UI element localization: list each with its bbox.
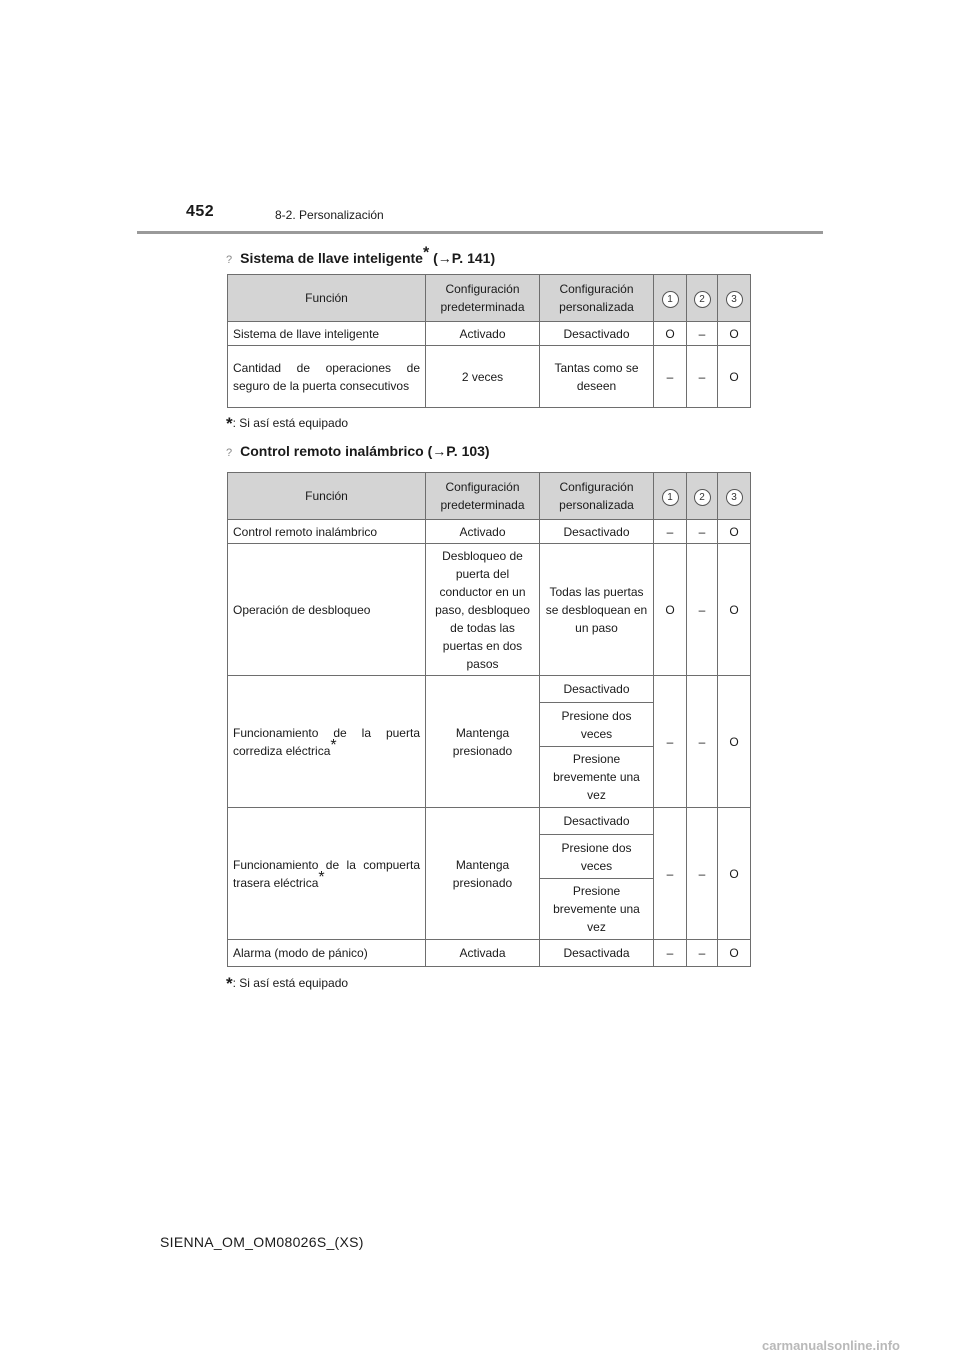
- table-row: [228, 940, 751, 967]
- cell-c1: O: [654, 544, 687, 676]
- section1-title-text: Sistema de llave inteligente: [240, 250, 423, 266]
- watermark: carmanualsonline.info: [762, 1338, 900, 1353]
- cell-c3: O: [718, 544, 751, 676]
- section2-title: [226, 443, 490, 459]
- cell-custom: Presione brevemente una vez: [540, 879, 654, 940]
- cell-custom: Presione dos veces: [540, 835, 654, 879]
- cell-function: Cantidad de operaciones de seguro de la puerta consecutivos: [228, 346, 426, 408]
- cell-c2: –: [687, 676, 718, 808]
- table-row: [228, 520, 751, 544]
- cell-custom: Tantas como se deseen: [540, 346, 654, 408]
- cell-custom: Presione brevemente una vez: [540, 747, 654, 808]
- col-1: [654, 275, 687, 322]
- table-row: [228, 808, 751, 835]
- section1-bullet: ?: [226, 254, 233, 266]
- cell-default: 2 veces: [426, 346, 540, 408]
- section2-bullet: ?: [226, 447, 233, 459]
- cell-function: Sistema de llave inteligente: [228, 322, 426, 346]
- cell-default: Activado: [426, 520, 540, 544]
- col-3: [718, 473, 751, 520]
- table-row: [228, 544, 751, 676]
- section-name: 8-2. Personalización: [275, 208, 384, 222]
- note-star: *: [226, 414, 233, 433]
- cell-custom: Desactivado: [540, 676, 654, 703]
- cell-function-text: Funcionamiento de la puerta corrediza eléctrica: [233, 725, 420, 758]
- cell-c1: –: [654, 676, 687, 808]
- cell-default: Mantenga presionado: [426, 808, 540, 940]
- circle-2-icon: 2: [694, 489, 711, 506]
- cell-c2: –: [687, 544, 718, 676]
- cell-c1: –: [654, 808, 687, 940]
- cell-function: Operación de desbloqueo: [228, 544, 426, 676]
- cell-c3: O: [718, 940, 751, 967]
- header-rule: [137, 231, 823, 234]
- cell-c1: O: [654, 322, 687, 346]
- function-star: *: [318, 868, 325, 886]
- col-default: Configuración predeterminada: [426, 473, 540, 520]
- cell-function: Alarma (modo de pánico): [228, 940, 426, 967]
- cell-c3: O: [718, 676, 751, 808]
- col-custom: Configuración personalizada: [540, 275, 654, 322]
- cell-c3: O: [718, 346, 751, 408]
- cell-function-text: Funcionamiento de la compuerta trasera eléctrica: [233, 857, 420, 890]
- cell-c3: O: [718, 322, 751, 346]
- circle-1-icon: 1: [662, 489, 679, 506]
- table-row: [228, 322, 751, 346]
- table-row: [228, 676, 751, 703]
- cell-c1: –: [654, 940, 687, 967]
- section1-note: [226, 414, 348, 434]
- cell-c3: O: [718, 808, 751, 940]
- cell-custom: Desactivado: [540, 520, 654, 544]
- cell-default: Mantenga presionado: [426, 676, 540, 808]
- cell-custom: Desactivado: [540, 322, 654, 346]
- table-header-row: [228, 275, 751, 322]
- cell-function: [228, 676, 426, 808]
- col-3: [718, 275, 751, 322]
- section2-table: [227, 472, 751, 967]
- page-number: 452: [186, 203, 215, 220]
- section2-note: [226, 974, 348, 994]
- cell-c3: O: [718, 520, 751, 544]
- cell-default: Activado: [426, 322, 540, 346]
- section2-ref[interactable]: (→P. 103): [423, 443, 490, 459]
- section1-title: [226, 244, 496, 266]
- cell-c1: –: [654, 520, 687, 544]
- section1-table: [227, 274, 751, 408]
- cell-default: Desbloqueo de puerta del conductor en un paso, desbloqueo de todas las puertas en dos pasos: [426, 544, 540, 676]
- circle-1-icon: 1: [662, 291, 679, 308]
- cell-custom: Desactivada: [540, 940, 654, 967]
- footer-code: SIENNA_OM_OM08026S_(XS): [160, 1234, 364, 1250]
- cell-c2: –: [687, 808, 718, 940]
- circle-2-icon: 2: [694, 291, 711, 308]
- function-star: *: [330, 736, 337, 754]
- cell-default: Activada: [426, 940, 540, 967]
- col-default: Configuración predeterminada: [426, 275, 540, 322]
- section2-title-text: Control remoto inalámbrico: [240, 443, 424, 459]
- section1-ref[interactable]: (→P. 141): [429, 250, 496, 266]
- cell-custom: Todas las puertas se desbloquean en un paso: [540, 544, 654, 676]
- section1-star: *: [422, 244, 430, 262]
- note-text: : Si así está equipado: [232, 976, 349, 990]
- col-funcion: Función: [228, 473, 426, 520]
- cell-function: [228, 808, 426, 940]
- note-text: : Si así está equipado: [232, 416, 349, 430]
- circle-3-icon: 3: [726, 291, 743, 308]
- cell-c1: –: [654, 346, 687, 408]
- col-custom: Configuración personalizada: [540, 473, 654, 520]
- col-funcion: Función: [228, 275, 426, 322]
- cell-c2: –: [687, 322, 718, 346]
- col-2: [687, 473, 718, 520]
- cell-function: Control remoto inalámbrico: [228, 520, 426, 544]
- cell-c2: –: [687, 346, 718, 408]
- cell-c2: –: [687, 520, 718, 544]
- table-row: [228, 346, 751, 408]
- cell-c2: –: [687, 940, 718, 967]
- table-header-row: [228, 473, 751, 520]
- circle-3-icon: 3: [726, 489, 743, 506]
- col-2: [687, 275, 718, 322]
- col-1: [654, 473, 687, 520]
- cell-custom: Desactivado: [540, 808, 654, 835]
- cell-custom: Presione dos veces: [540, 703, 654, 747]
- note-star: *: [226, 974, 233, 993]
